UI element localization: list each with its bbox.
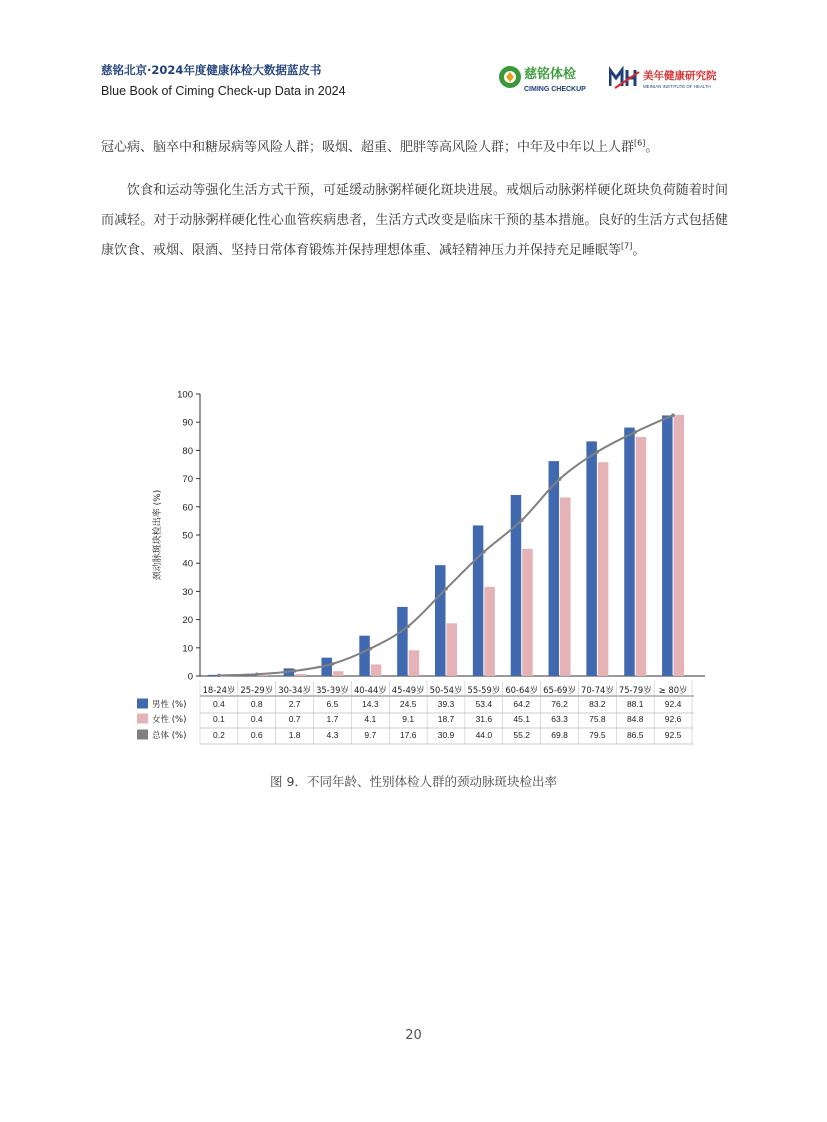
page-number: 20 xyxy=(405,1028,422,1043)
bar-female xyxy=(409,650,420,676)
y-tick-label: 80 xyxy=(182,445,193,457)
y-tick-label: 60 xyxy=(182,502,193,514)
table-value-cell: 86.5 xyxy=(626,730,644,740)
legend-swatch xyxy=(137,730,148,740)
table-value-cell: 1.8 xyxy=(288,730,301,740)
table-value-cell: 0.4 xyxy=(213,699,225,709)
header-subtitle: Blue Book of Ciming Check-up Data in 2024 xyxy=(101,84,346,98)
body-paragraph-2 xyxy=(101,176,728,266)
table-header-cell: 30-34岁 xyxy=(278,685,311,695)
table-value-cell: 53.4 xyxy=(475,699,493,709)
table-value-cell: 6.5 xyxy=(326,699,339,709)
figure-caption: 图 9．不同年龄、性别体检人群的颈动脉斑块检出率 xyxy=(270,774,557,789)
point-overall xyxy=(217,674,221,678)
table-header-cell: 18-24岁 xyxy=(202,685,236,695)
meinian-logo-cn: 美年健康研究院 xyxy=(643,70,717,82)
meinian-logo-en: MEINIAN INSTITUTE OF HEALTH xyxy=(643,84,711,89)
point-overall xyxy=(671,413,675,417)
bar-male xyxy=(359,636,370,676)
header-title: 慈铭北京·2024年度健康体检大数据蓝皮书 xyxy=(101,63,322,77)
table-value-cell: 4.1 xyxy=(364,714,377,724)
y-tick-label: 70 xyxy=(182,474,193,486)
table-value-cell: 44.0 xyxy=(475,730,493,740)
paragraph-2-text: 饮食和运动等强化生活方式干预，可延缓动脉粥样硬化斑块进展。戒烟后动脉粥样硬化斑块负荷随着时间而减轻。对于动脉粥样硬化性心血管疾病患者，生活方式改变是临床干预的基本措施。良好的生活方式包括健康饮食、戒烟、限酒、坚持日常体育锻炼并保持理想体重、减轻精神压力并保持充足睡眠等 xyxy=(101,183,728,258)
table-value-cell: 79.5 xyxy=(589,730,606,740)
ciming-logo-en: CIMING CHECKUP xyxy=(524,86,586,93)
point-overall xyxy=(596,450,600,454)
bar-male xyxy=(662,415,673,676)
paragraph-1-end: 。 xyxy=(645,140,659,155)
table-value-cell: 45.1 xyxy=(513,714,530,724)
y-tick-label: 20 xyxy=(182,615,193,627)
point-overall xyxy=(558,477,562,481)
table-value-cell: 14.3 xyxy=(362,699,379,709)
table-value-cell: 92.5 xyxy=(664,730,682,740)
table-header-cell: 25-29岁 xyxy=(240,685,274,695)
point-overall xyxy=(293,669,297,673)
ciming-logo xyxy=(497,62,597,96)
table-header-cell: 65-69岁 xyxy=(543,685,576,695)
point-overall xyxy=(331,662,335,666)
bar-female xyxy=(522,549,533,676)
bar-female xyxy=(636,437,647,676)
y-tick-label: 40 xyxy=(182,558,193,570)
table-value-cell: 83.2 xyxy=(589,699,606,709)
bar-female xyxy=(371,664,382,676)
bar-female xyxy=(447,623,458,676)
table-header-cell: 70-74岁 xyxy=(581,685,614,695)
bar-female xyxy=(598,462,609,676)
body-paragraph-1 xyxy=(101,133,728,163)
table-value-cell: 0.7 xyxy=(288,714,301,724)
table-header-cell: 50-54岁 xyxy=(429,685,463,695)
table-value-cell: 18.7 xyxy=(437,714,455,724)
point-overall xyxy=(444,587,448,591)
bar-male xyxy=(435,565,446,676)
bar-male xyxy=(397,607,408,676)
bar-female xyxy=(333,671,344,676)
point-overall xyxy=(520,519,524,523)
table-value-cell: 9.1 xyxy=(402,714,415,724)
bar-male xyxy=(549,461,560,676)
citation-7[interactable]: [7] xyxy=(621,241,633,251)
citation-6[interactable]: [6] xyxy=(634,138,646,148)
bar-male xyxy=(586,441,597,676)
bar-male xyxy=(208,675,219,676)
bar-male xyxy=(473,525,484,676)
table-value-cell: 88.1 xyxy=(626,699,644,709)
y-tick-label: 50 xyxy=(182,530,193,542)
table-value-cell: 0.6 xyxy=(250,730,263,740)
table-value-cell: 76.2 xyxy=(551,699,568,709)
point-overall xyxy=(369,647,373,651)
table-value-cell: 64.2 xyxy=(513,699,530,709)
legend-swatch xyxy=(137,714,148,724)
bar-male xyxy=(624,428,635,676)
y-tick-label: 90 xyxy=(182,417,193,429)
table-value-cell: 17.6 xyxy=(399,730,417,740)
table-value-cell: 24.5 xyxy=(399,699,417,709)
table-value-cell: 30.9 xyxy=(437,730,455,740)
paragraph-2-end: 。 xyxy=(632,243,646,258)
carotid-plaque-chart xyxy=(0,380,827,755)
y-axis-label: 颈动脉斑块检出率 (%) xyxy=(153,489,163,581)
table-value-cell: 0.4 xyxy=(250,714,263,724)
meinian-logo-mark-icon xyxy=(610,70,639,88)
bar-female xyxy=(560,497,571,676)
table-value-cell: 2.7 xyxy=(288,699,301,709)
table-value-cell: 9.7 xyxy=(364,730,377,740)
table-value-cell: 0.1 xyxy=(213,714,225,724)
table-value-cell: 75.8 xyxy=(589,714,606,724)
table-header-cell: 75-79岁 xyxy=(618,685,652,695)
table-value-cell: 69.8 xyxy=(551,730,568,740)
y-tick-label: 10 xyxy=(182,643,193,655)
table-header-cell: 60-64岁 xyxy=(505,685,539,695)
bar-female xyxy=(295,674,306,676)
legend-label: 男性 (%) xyxy=(152,700,187,710)
paragraph-1-text: 冠心病、脑卒中和糖尿病等风险人群；吸烟、超重、肥胖等高风险人群；中年及中年以上人群 xyxy=(101,140,635,155)
meinian-logo xyxy=(609,66,729,92)
ciming-logo-cn: 慈铭体检 xyxy=(524,67,577,82)
table-value-cell: 55.2 xyxy=(513,730,530,740)
table-header-cell: 55-59岁 xyxy=(467,685,501,695)
legend-label: 女性 (%) xyxy=(152,715,187,725)
point-overall xyxy=(633,430,637,434)
point-overall xyxy=(255,673,259,677)
table-header-cell: 45-49岁 xyxy=(391,685,425,695)
table-header-cell: 40-44岁 xyxy=(353,685,387,695)
point-overall xyxy=(482,550,486,554)
y-tick-label: 30 xyxy=(182,586,193,598)
table-header-cell: 35-39岁 xyxy=(316,685,349,695)
table-header-cell: ≥ 80岁 xyxy=(658,685,688,695)
legend-label: 总体 (%) xyxy=(152,731,187,741)
table-value-cell: 31.6 xyxy=(475,714,493,724)
table-value-cell: 1.7 xyxy=(326,714,339,724)
table-value-cell: 63.3 xyxy=(551,714,568,724)
bar-female xyxy=(484,587,495,676)
y-tick-label: 0 xyxy=(187,671,193,683)
table-value-cell: 39.3 xyxy=(437,699,455,709)
bar-female xyxy=(674,415,685,676)
point-overall xyxy=(406,625,410,629)
legend-swatch xyxy=(137,699,148,709)
table-value-cell: 4.3 xyxy=(326,730,339,740)
y-tick-label: 100 xyxy=(177,389,193,401)
table-value-cell: 84.8 xyxy=(626,714,644,724)
table-value-cell: 0.2 xyxy=(213,730,225,740)
table-value-cell: 92.4 xyxy=(664,699,682,709)
table-value-cell: 92.6 xyxy=(664,714,682,724)
table-value-cell: 0.8 xyxy=(250,699,263,709)
